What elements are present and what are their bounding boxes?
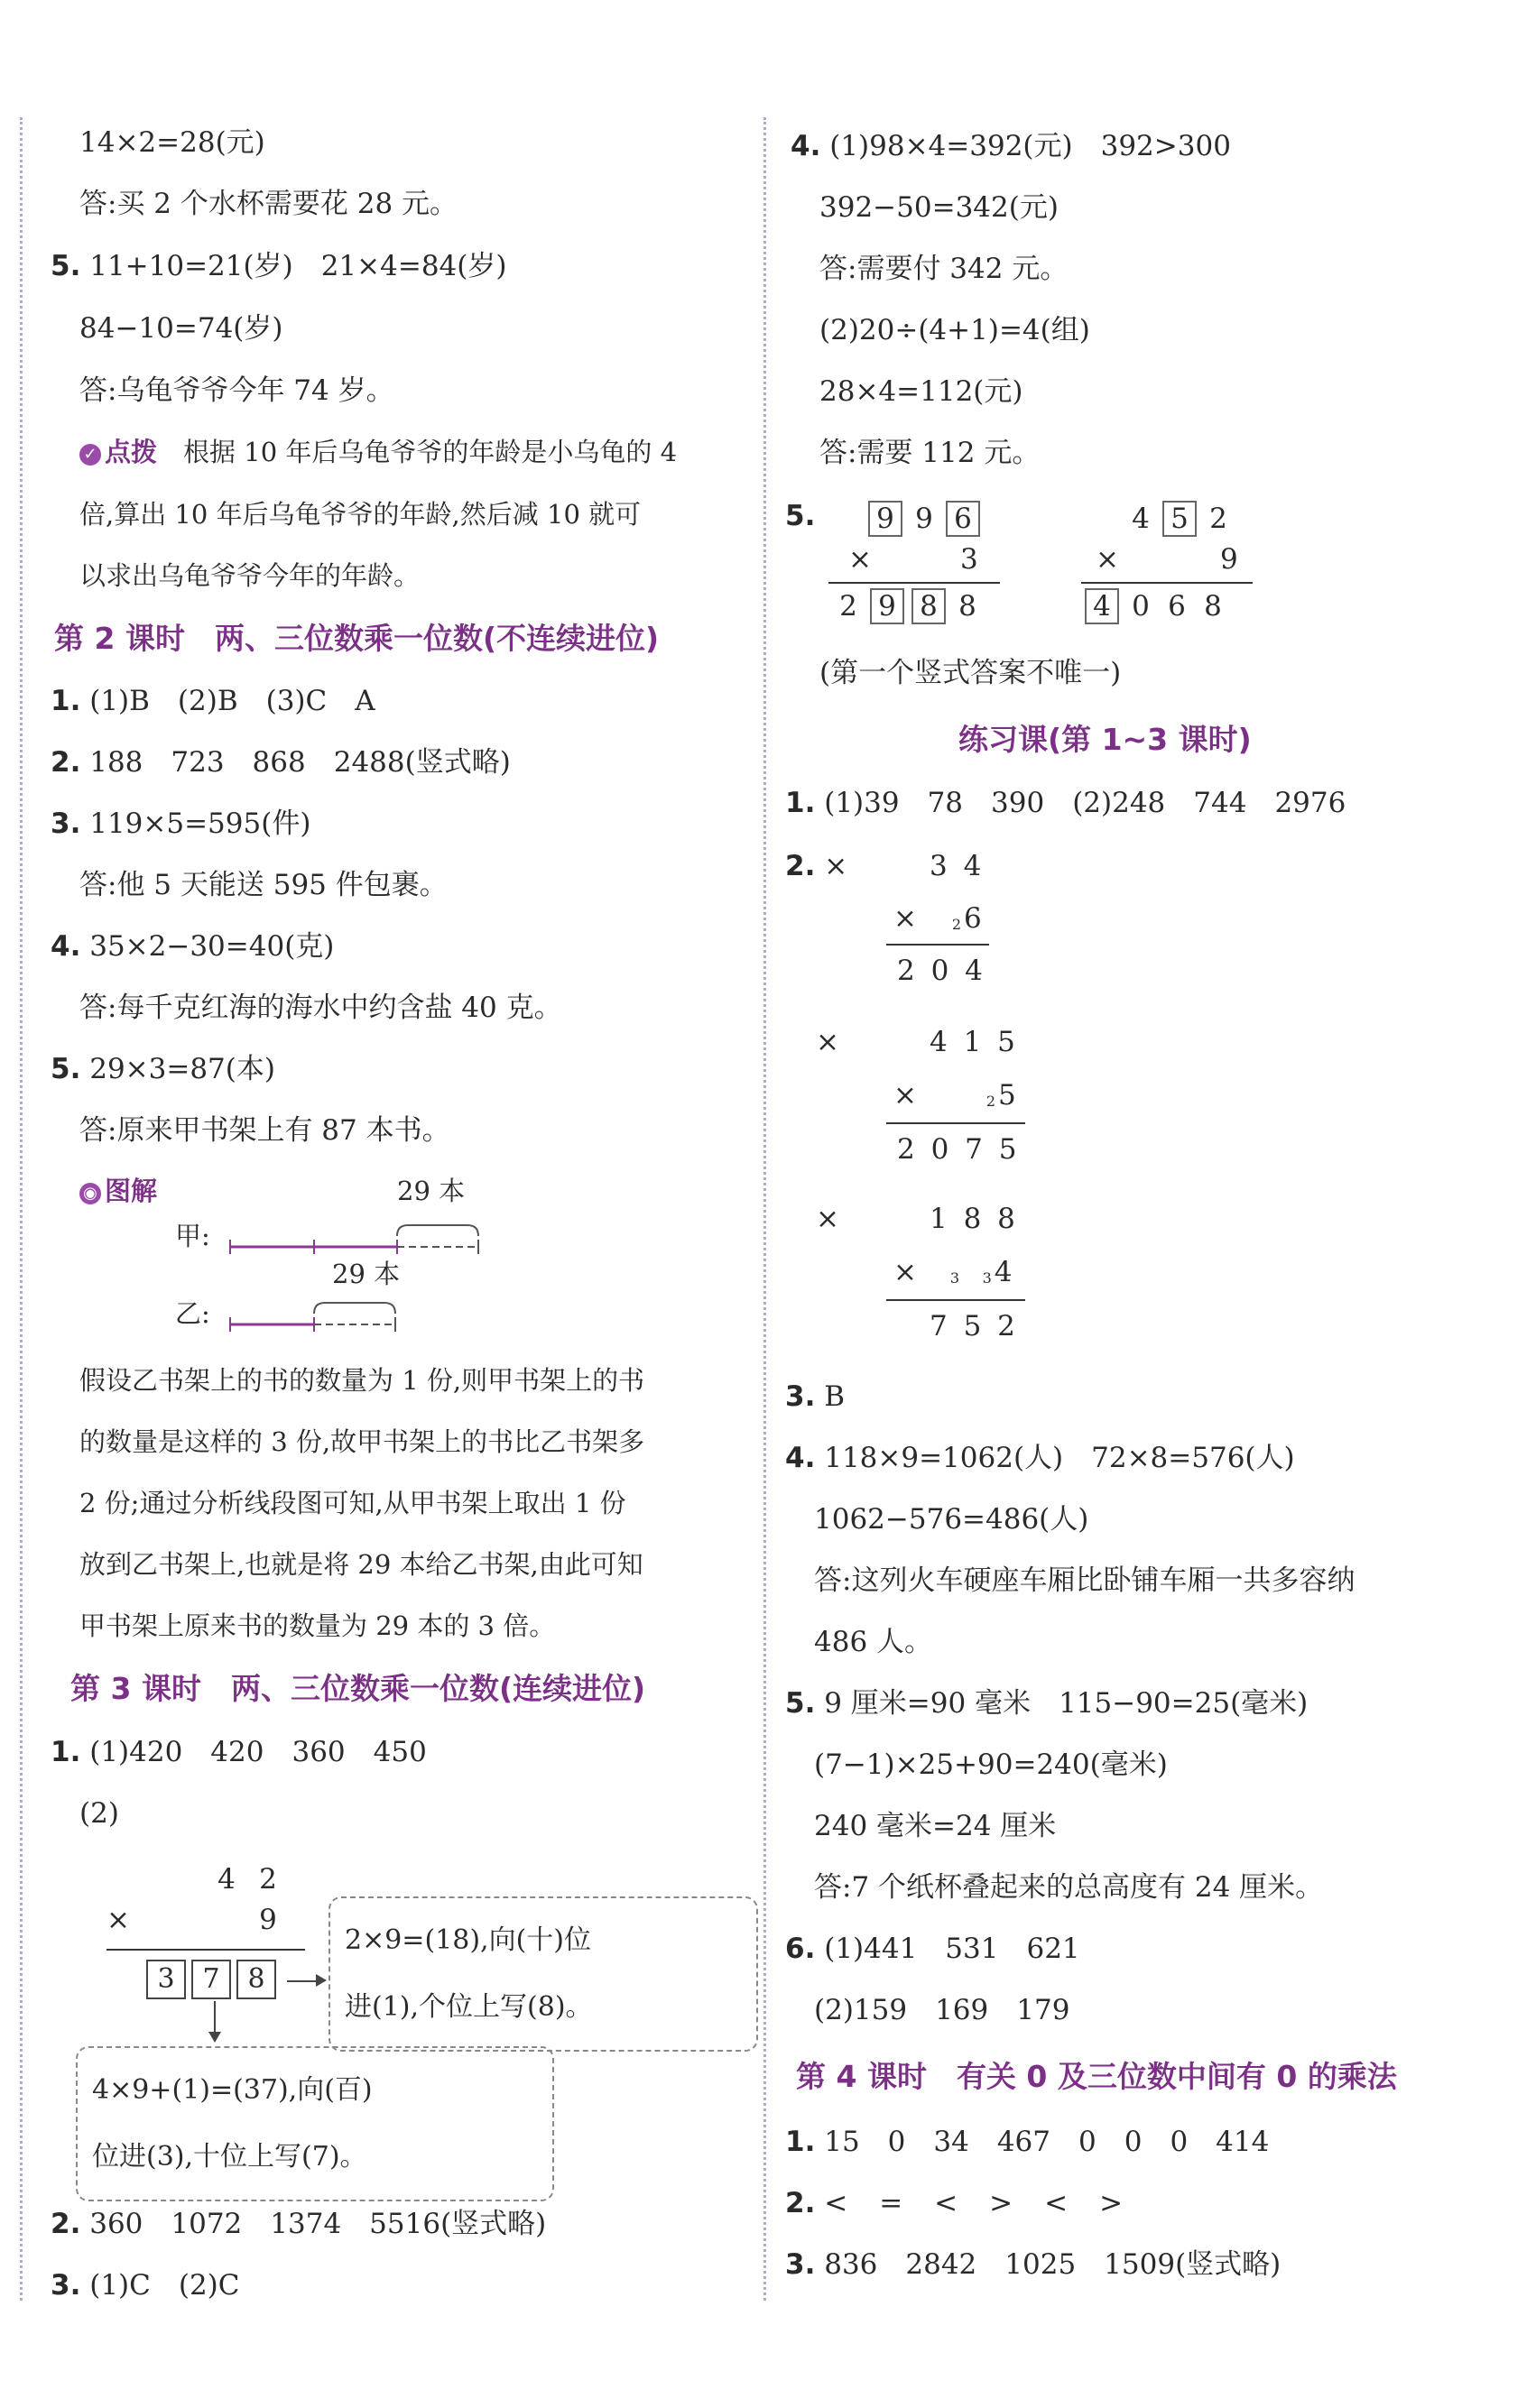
answer-box: 6 [946, 501, 980, 537]
digit: 6 [1168, 590, 1186, 623]
diagram-row-label-jia: 甲: [175, 1221, 210, 1251]
list-item [785, 1440, 1295, 1476]
line: 1062−576=486(人) [814, 1503, 1089, 1536]
answer-line: 答:需要付 342 元。 [819, 253, 1069, 285]
answer-box: 3 [146, 1960, 186, 1999]
answer-line: 486 人。 [814, 1626, 933, 1658]
list-item [785, 2185, 1124, 2221]
line: 9 厘米=90 毫米 115−90=25(毫米) [824, 1687, 1309, 1720]
question-number: 4. [791, 130, 821, 162]
line: (1)B (2)B (3)C A [89, 685, 375, 717]
question-number: 5. [785, 1687, 816, 1720]
line: < = < > < > [824, 2187, 1125, 2219]
question-number: 2. [785, 2187, 816, 2219]
product: 2 0 7 5 [897, 1133, 1021, 1166]
diagram-label [79, 1173, 157, 1209]
answer-box: 9 [870, 588, 904, 624]
answer-line: 答:他 5 天能送 595 件包裹。 [79, 869, 448, 901]
list-item [51, 928, 334, 964]
line: 836 2842 1025 1509(竖式略) [824, 2248, 1282, 2281]
wrong-mark-icon: × [824, 850, 848, 882]
question-number: 3. [51, 807, 81, 840]
calc-bar [886, 1299, 1025, 1301]
question-number: 2. [51, 2208, 81, 2240]
line: (1)420 420 360 450 [89, 1736, 427, 1768]
question-number: 5. [51, 1053, 81, 1085]
segment-yi [226, 1287, 424, 1341]
segment-jia [226, 1209, 496, 1263]
answer-line: 答:每千克红海的海水中约含盐 40 克。 [79, 992, 562, 1024]
answer-line: 答:原来甲书架上有 87 本书。 [79, 1114, 450, 1147]
multiply-sign: × [893, 1256, 917, 1288]
multiplier: 9 [1220, 543, 1238, 576]
tip-label: 点拨 [105, 437, 158, 467]
list-item [785, 2247, 1281, 2283]
center-divider-rule [763, 117, 766, 2301]
digit: 2 [259, 1863, 277, 1896]
multiplicand [206, 1861, 289, 1897]
line: 28×4=112(元) [819, 375, 1023, 408]
digit: 0 [1132, 590, 1150, 623]
calc-bar [886, 944, 989, 946]
line: 188 723 868 2488(竖式略) [89, 746, 511, 779]
line: (1)441 531 621 [824, 1933, 1080, 1965]
question-number: 1. [51, 1736, 81, 1768]
multiplicand [865, 501, 984, 537]
question-number: 4. [785, 1442, 816, 1474]
explanation-line: 假设乙书架上的书的数量为 1 份,则甲书架上的书 [79, 1365, 645, 1396]
line: 15 0 34 467 0 0 0 414 [824, 2126, 1270, 2158]
answer-box: 5 [1162, 501, 1197, 537]
question-number: 3. [785, 2248, 816, 2281]
diagram-annotation: 29 本 [332, 1259, 401, 1289]
digit: 9 [259, 1904, 277, 1936]
line: 240 毫米=24 厘米 [814, 1810, 1057, 1842]
digit: 4 [994, 1256, 1013, 1288]
question-number: 5. [51, 250, 81, 282]
carry-digit: 2 [985, 1093, 996, 1110]
wrong-mark-icon: × [816, 1203, 839, 1235]
digit: 4 [1132, 503, 1150, 535]
multiplicand: 1 8 8 [930, 1203, 1019, 1235]
line: 392−50=342(元) [819, 191, 1059, 224]
tip-text: 倍,算出 10 年后乌龟爷爷的年龄,然后减 10 就可 [79, 499, 642, 530]
diagram-annotation: 29 本 [397, 1176, 466, 1206]
explanation-line: 甲书架上原来书的数量为 29 本的 3 倍。 [79, 1610, 556, 1641]
explanation-line: 的数量是这样的 3 份,故甲书架上的书比乙书架多 [79, 1426, 645, 1457]
digit: 2 [1209, 503, 1227, 535]
multiply-sign: × [893, 1079, 917, 1112]
box-text: 进(1),个位上写(8)。 [345, 1991, 593, 2023]
multiply-sign: × [893, 902, 917, 935]
line: 29×3=87(本) [89, 1053, 275, 1085]
answer-box: 7 [191, 1960, 231, 1999]
product: 7 5 2 [930, 1310, 1019, 1342]
question-number: 1. [785, 2126, 816, 2158]
digit: 6 [964, 902, 982, 935]
list-item [785, 1685, 1308, 1721]
answer-box: 8 [911, 588, 946, 624]
arrow-right-icon [316, 1974, 327, 1987]
line: (7−1)×25+90=240(毫米) [814, 1748, 1168, 1781]
digit: 5 [998, 1079, 1016, 1112]
arrow-line [214, 2001, 216, 2034]
calc-bar [828, 582, 1000, 584]
product [1081, 588, 1231, 624]
digit: 9 [915, 503, 933, 535]
line: 119×5=595(件) [89, 807, 311, 840]
arrow-down-icon [208, 2032, 221, 2043]
answer-box: 9 [868, 501, 902, 537]
multiplier-with-carry [948, 1254, 1012, 1296]
note-line: (第一个竖式答案不唯一) [819, 657, 1122, 689]
list-item [51, 683, 375, 719]
section-heading-practice: 练习课(第 1~3 课时) [958, 722, 1252, 757]
answer-box: 4 [1085, 588, 1119, 624]
question-number [785, 498, 815, 534]
line: 360 1072 1374 5516(竖式略) [89, 2208, 547, 2240]
section-heading-lesson-4: 第 4 课时 有关 0 及三位数中间有 0 的乘法 [796, 2059, 1397, 2094]
question-4 [791, 128, 1231, 164]
list-item [785, 1931, 1080, 1967]
question-number: 2. [51, 746, 81, 779]
explanation-line: 放到乙书架上,也就是将 29 本给乙书架,由此可知 [79, 1549, 643, 1580]
calc-bar [886, 1122, 1025, 1124]
digit: 2 [839, 590, 857, 623]
list-item [785, 785, 1346, 821]
list-item [785, 2124, 1269, 2160]
diagram-icon: ◉ [79, 1183, 101, 1204]
question-number: 3. [51, 2269, 81, 2302]
question-number: 4. [51, 930, 81, 963]
digit: 4 [217, 1863, 236, 1896]
answer-line: 答:买 2 个水杯需要花 28 元。 [79, 188, 458, 220]
answer-box: 8 [236, 1960, 276, 1999]
list-item [785, 848, 847, 884]
answer-line: 答:需要 112 元。 [819, 437, 1041, 469]
list-item [51, 1051, 275, 1087]
line: 84−10=74(岁) [79, 312, 283, 345]
explanation-line: 2 份;通过分析线段图可知,从甲书架上取出 1 份 [79, 1488, 626, 1518]
question-number: 1. [51, 685, 81, 717]
list-item [785, 1379, 845, 1415]
section-heading-lesson-3: 第 3 课时 两、三位数乘一位数(连续进位) [70, 1671, 646, 1706]
list-item [51, 1734, 427, 1770]
line: B [824, 1380, 845, 1413]
line: 11+10=21(岁) 21×4=84(岁) [89, 250, 507, 282]
question-number: 6. [785, 1933, 816, 1965]
left-margin-rule [20, 117, 23, 2301]
box-text: 2×9=(18),向(十)位 [345, 1924, 591, 1956]
hint-icon: ✓ [79, 444, 101, 466]
multiplier-with-carry [984, 1077, 1016, 1120]
tip-label: 图解 [105, 1176, 158, 1206]
carry-digit: 3 [982, 1269, 992, 1287]
line: 35×2−30=40(克) [89, 930, 335, 963]
line: (1)98×4=392(元) 392>300 [829, 130, 1231, 162]
digit: 8 [1204, 590, 1222, 623]
carry-digit: 3 [949, 1269, 960, 1287]
line: 118×9=1062(人) 72×8=576(人) [824, 1442, 1295, 1474]
arrow-line [287, 1980, 318, 1982]
line: (2)159 169 179 [814, 1994, 1070, 2026]
box-text: 4×9+(1)=(37),向(百) [92, 2074, 373, 2106]
multiply-sign: × [848, 543, 872, 576]
digit: 8 [958, 590, 976, 623]
calc-bar [1081, 582, 1253, 584]
line: 14×2=28(元) [79, 126, 265, 159]
answer-line: 答:这列火车硬座车厢比卧铺车厢一共多容纳 [814, 1564, 1356, 1597]
multiplicand [1123, 501, 1236, 537]
question-number: 3. [785, 1380, 816, 1413]
multiplicand: 4 1 5 [930, 1026, 1019, 1058]
calc-bar [106, 1949, 305, 1951]
multiplicand: 3 4 [930, 850, 985, 882]
product [146, 1960, 282, 1999]
list-item [51, 2206, 546, 2242]
list-item [51, 2267, 239, 2303]
box-text: 位进(3),十位上写(7)。 [92, 2141, 367, 2173]
section-heading-lesson-2: 第 2 课时 两、三位数乘一位数(不连续进位) [54, 621, 660, 656]
line: (1)C (2)C [89, 2269, 240, 2302]
question-number: 1. [785, 787, 816, 819]
wrong-mark-icon: × [816, 1026, 839, 1058]
multiplier: 3 [960, 543, 978, 576]
explanation-box-ones [328, 1896, 758, 2052]
question-number: 2. [785, 850, 816, 882]
tip-line [79, 434, 677, 470]
tip-text: 根据 10 年后乌龟爷爷的年龄是小乌龟的 4 [183, 437, 678, 467]
line: (2)20÷(4+1)=4(组) [819, 314, 1090, 346]
multiplier-with-carry [949, 900, 982, 943]
diagram-row-label-yi: 乙: [175, 1298, 210, 1329]
multiply-sign: × [106, 1904, 130, 1936]
explanation-box-tens [76, 2046, 554, 2201]
question-number: 5. [785, 500, 816, 532]
answer-line: 答:7 个纸杯叠起来的总高度有 24 厘米。 [814, 1871, 1324, 1904]
product [830, 588, 985, 624]
multiply-sign: × [1096, 543, 1119, 576]
carry-digit: 2 [951, 916, 962, 933]
question-5 [51, 248, 506, 284]
answer-line: 答:乌龟爷爷今年 74 岁。 [79, 374, 394, 407]
product: 2 0 4 [897, 955, 986, 987]
tip-text: 以求出乌龟爷爷今年的年龄。 [79, 560, 421, 591]
line: (2) [79, 1797, 119, 1830]
line: (1)39 78 390 (2)248 744 2976 [824, 787, 1346, 819]
multiplier [247, 1902, 289, 1938]
list-item [51, 744, 511, 780]
list-item [51, 806, 310, 842]
